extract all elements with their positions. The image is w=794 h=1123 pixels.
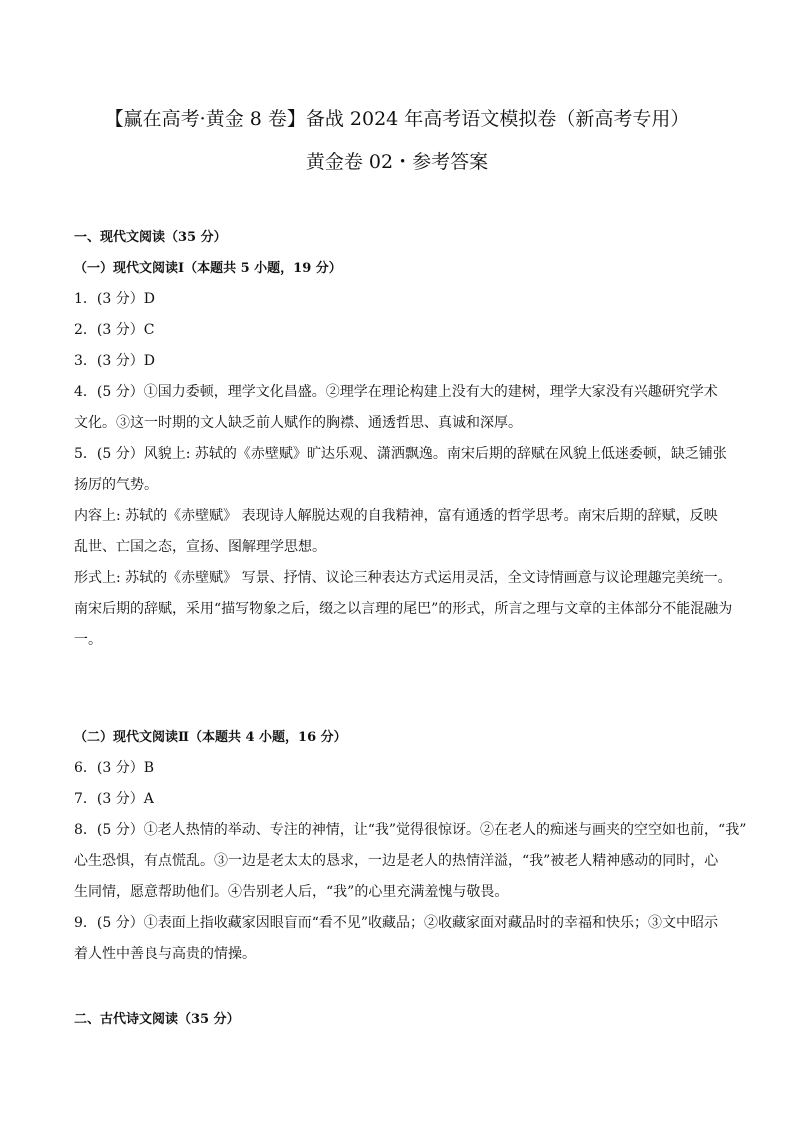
answer-line: 6．(3 分）B: [74, 760, 155, 776]
answer-line: 4．(5 分）①国力委顿，理学文化昌盛。②理学在理论构建上没有大的建树，理学大家没有兴趣研究学术: [74, 384, 718, 400]
document-title: 【赢在高考·黄金 8 卷】备战 2024 年高考语文模拟卷（新高考专用）: [104, 108, 690, 130]
answer-line: 5．(5 分）风貌上: 苏轼的《赤壁赋》旷达乐观、潇洒飘逸。南宋后期的辞赋在风貌上低迷委顿，缺乏铺张: [74, 446, 727, 462]
answer-line: 生同情，愿意帮助他们。④告别老人后，“我”的心里充满羞愧与敬畏。: [74, 884, 509, 900]
sub-section-heading: （一）现代文阅读Ⅰ（本题共 5 小题，19 分）: [74, 261, 342, 276]
answer-line: 心生恐惧，有点慌乱。③一边是老太太的恳求，一边是老人的热情洋溢，“我”被老人精神感动的同时，心: [74, 853, 719, 869]
answer-line: 着人性中善良与高贵的情操。: [74, 946, 256, 962]
section-modern-reading-2: [74, 722, 747, 970]
answer-line: 内容上: 苏轼的《赤壁赋》 表现诗人解脱达观的自我精神，富有通透的哲学思考。南宋后期的辞赋，反映: [74, 508, 718, 524]
section-classical-reading: [74, 1004, 734, 1035]
answer-line: 9．(5 分）①表面上指收藏家因眼盲而“看不见”收藏品；②收藏家面对藏品时的幸福和快乐；③文中昭示: [74, 915, 719, 931]
sub-section-heading: （二）现代文阅读Ⅱ（本题共 4 小题，16 分）: [74, 730, 347, 745]
answer-line: 7．(3 分）A: [74, 791, 154, 807]
answer-line: 文化。③这一时期的文人缺乏前人赋作的胸襟、通透哲思、真诚和深厚。: [74, 415, 522, 431]
answer-line: 3．(3 分）D: [74, 353, 155, 369]
answer-line: 1．(3 分）D: [74, 291, 155, 307]
answer-line: 一。: [74, 632, 102, 648]
answer-line: 8．(5 分）①老人热情的举动、专注的神情，让“我”觉得很惊讶。②在老人的痴迷与画夹的空空如也前，“我”: [74, 822, 747, 838]
section-heading: 一、现代文阅读（35 分）: [74, 230, 227, 245]
answer-line: 乱世、亡国之态，宣扬、图解理学思想。: [74, 539, 326, 555]
answer-line: 南宋后期的辞赋，采用“描写物象之后，缀之以言理的尾巴”的形式，所言之理与文章的主体部分不能混融为: [74, 601, 733, 617]
answer-line: 形式上: 苏轼的《赤壁赋》 写景、抒情、议论三种表达方式运用灵活，全文诗情画意与议论理趣完美统一。: [74, 570, 732, 586]
section-modern-reading: [74, 222, 734, 656]
document-subtitle: 黄金卷 02・参考答案: [305, 151, 489, 173]
section-heading: 二、古代诗文阅读（35 分）: [74, 1012, 240, 1027]
answer-line: 2．(3 分）C: [74, 322, 155, 338]
answer-line: 扬厉的气势。: [74, 477, 158, 493]
